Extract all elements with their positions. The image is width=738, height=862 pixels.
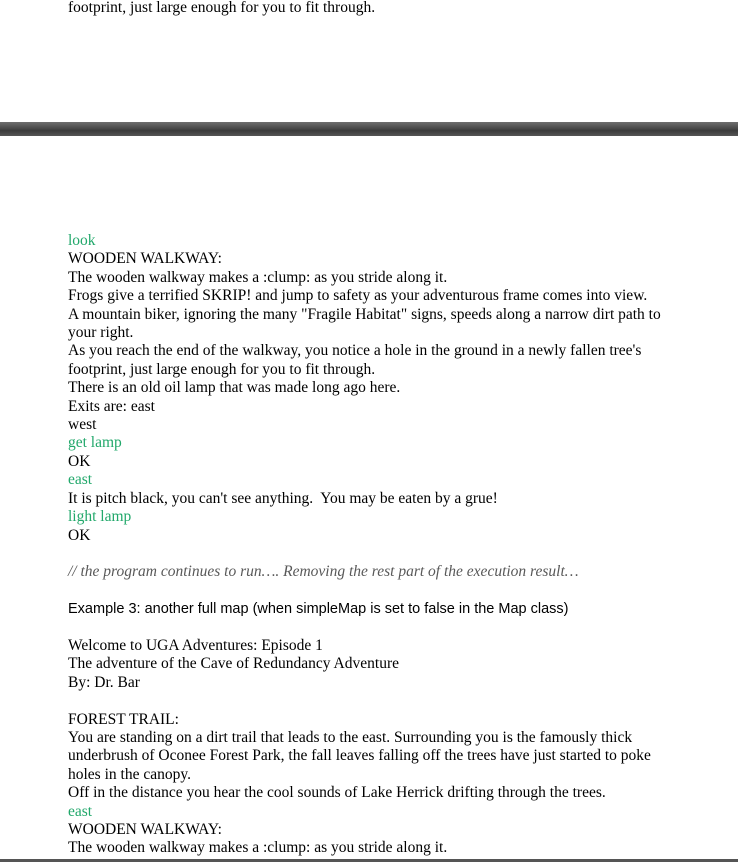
output-line: WOODEN WALKWAY:: [68, 820, 222, 838]
output-line: It is pitch black, you can't see anything. You may be eaten by a grue!: [68, 489, 498, 507]
welcome-line: Welcome to UGA Adventures: Episode 1: [68, 636, 323, 654]
welcome-line: The adventure of the Cave of Redundancy Adventure: [68, 655, 399, 673]
output-line: your right.: [68, 324, 134, 342]
output-line: Exits are: east: [68, 397, 155, 415]
current-page: [0, 136, 738, 862]
output-line: The wooden walkway makes a :clump: as you stride along it.: [68, 839, 448, 857]
command-line: east: [68, 802, 93, 820]
command-line: light lamp: [68, 508, 132, 526]
output-line: Off in the distance you hear the cool sounds of Lake Herrick drifting through the trees.: [68, 784, 606, 802]
transcript-block-2: [68, 711, 688, 858]
spacer: [68, 545, 688, 563]
output-line: holes in the canopy.: [68, 765, 191, 783]
output-line: The wooden walkway makes a :clump: as you stride along it.: [68, 268, 448, 286]
output-line: footprint, just large enough for you to fit through.: [68, 360, 376, 378]
command-line: east: [68, 471, 93, 489]
command-line: get lamp: [68, 434, 122, 452]
welcome-line: By: Dr. Bar: [68, 673, 140, 691]
spacer: [68, 619, 688, 637]
welcome-block: [68, 637, 688, 692]
spacer: [68, 692, 688, 710]
output-line: There is an old oil lamp that was made long ago here.: [68, 379, 401, 397]
command-line: look: [68, 232, 96, 249]
output-line: Frogs give a terrified SKRIP! and jump to safety as your adventurous frame comes into view.: [68, 287, 648, 305]
page-divider: [0, 122, 738, 136]
output-line: underbrush of Oconee Forest Park, the fall leaves falling off the trees have just started to poke: [68, 747, 651, 765]
page-content: [68, 232, 688, 858]
output-line: A mountain biker, ignoring the many "Fragile Habitat" signs, speeds along a narrow dirt path to: [68, 305, 661, 323]
previous-page: [0, 0, 738, 122]
output-line: WOODEN WALKWAY:: [68, 250, 222, 268]
output-line: OK: [68, 526, 91, 544]
previous-page-content: [68, 0, 688, 17]
spacer: [68, 582, 688, 600]
output-line: FOREST TRAIL:: [68, 710, 179, 728]
output-line: As you reach the end of the walkway, you notice a hole in the ground in a newly fallen tree's: [68, 342, 642, 360]
output-line: west: [68, 416, 97, 434]
output-line: You are standing on a dirt trail that leads to the east. Surrounding you is the famously thick: [68, 728, 633, 746]
transcript-block: [68, 232, 688, 545]
program-comment: // the program continues to run…. Removing the rest part of the execution result…: [68, 563, 579, 581]
output-line: OK: [68, 452, 91, 470]
example-heading: Example 3: another full map (when simpleMap is set to false in the Map class): [68, 601, 569, 618]
text-line: footprint, just large enough for you to fit through.: [68, 0, 376, 16]
